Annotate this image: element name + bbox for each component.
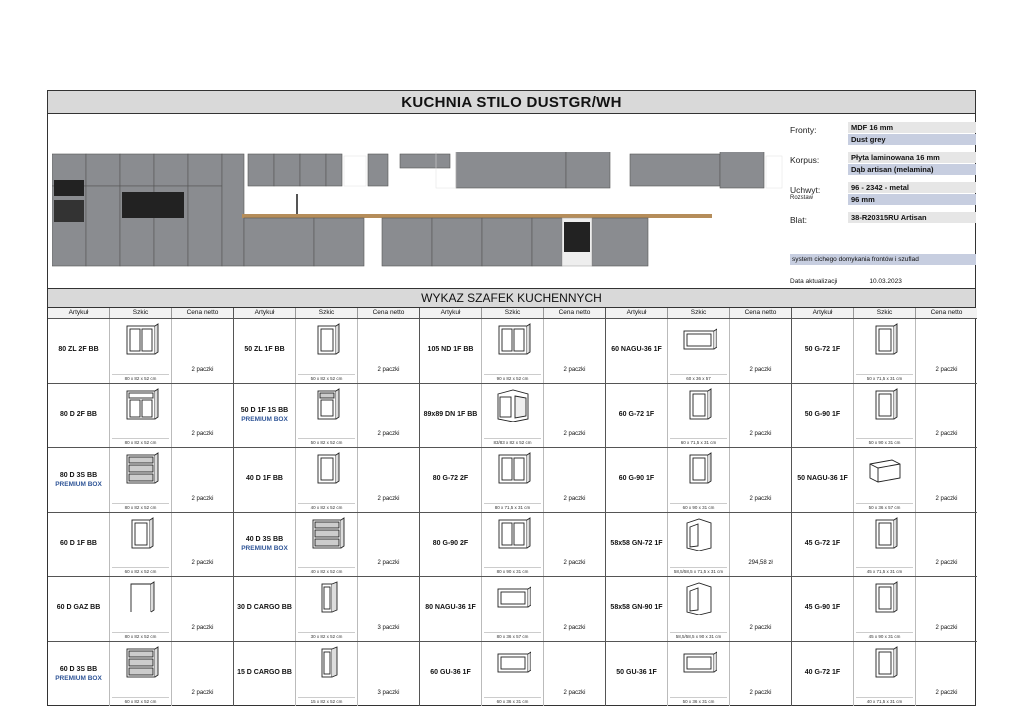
header-artykul: Artykuł bbox=[792, 308, 854, 318]
cabinet-dimensions: 80 x 71,5 x 31 cm bbox=[484, 503, 541, 510]
header-szkic: Szkic bbox=[110, 308, 172, 318]
cabinet-subtitle: PREMIUM BOX bbox=[241, 545, 288, 553]
uchwyt-label: Uchwyt: bbox=[790, 185, 821, 195]
cabinet-dimensions: 60 x 90 x 31 cm bbox=[670, 503, 727, 510]
cabinet-dimensions: 60 x 71,5 x 31 cm bbox=[670, 438, 727, 445]
cabinet-price: 2 paczki bbox=[377, 495, 400, 502]
cabinet-dimensions: 50 x 82 x 52 cm bbox=[298, 374, 355, 381]
cabinet-dimensions: 60 x 82 x 52 cm bbox=[112, 697, 169, 704]
cabinet-name: 60 NAGU-36 1F bbox=[611, 346, 662, 354]
cabinet-dimensions: 40 x 82 x 52 cm bbox=[298, 567, 355, 574]
column-header bbox=[420, 308, 605, 319]
blat-label: Blat: bbox=[790, 215, 808, 225]
cabinet-price: 2 paczki bbox=[563, 624, 586, 631]
cabinet-dimensions: 90 x 82 x 52 cm bbox=[484, 374, 541, 381]
fronty-label: Fronty: bbox=[790, 125, 817, 135]
cabinet-name: 80 ZL 2F BB bbox=[58, 346, 99, 354]
cabinet-row bbox=[606, 448, 791, 513]
cabinet-dimensions: 60 x 82 x 52 cm bbox=[112, 567, 169, 574]
cabinet-row bbox=[792, 513, 977, 578]
cabinet-name: 30 D CARGO BB bbox=[237, 604, 292, 612]
cabinet-dimensions: 80 x 82 x 52 cm bbox=[112, 438, 169, 445]
header-cena: Cena netto bbox=[744, 309, 777, 316]
cabinet-row bbox=[48, 448, 233, 513]
cabinet-price: 294,58 zł bbox=[748, 560, 773, 566]
cabinet-price: 2 paczki bbox=[749, 366, 772, 373]
header-szkic: Szkic bbox=[854, 308, 916, 318]
cabinet-name: 40 G-72 1F bbox=[804, 669, 841, 677]
rozstaw-value: 96 mm bbox=[848, 194, 976, 205]
cabinet-name: 60 D GAZ BB bbox=[56, 604, 101, 612]
cabinet-price: 2 paczki bbox=[749, 495, 772, 502]
date-value: 10.03.2023 bbox=[869, 278, 902, 285]
cabinet-name: 80 G-90 2F bbox=[432, 539, 469, 547]
fronty-value-2: Dust grey bbox=[848, 134, 976, 145]
cabinet-dimensions: 30 x 82 x 52 cm bbox=[298, 632, 355, 639]
cabinet-dimensions: 45 x 90 x 31 cm bbox=[856, 632, 913, 639]
cabinet-price: 2 paczki bbox=[563, 560, 586, 566]
cabinet-dimensions: 80 x 82 x 52 cm bbox=[112, 374, 169, 381]
cabinet-price: 2 paczki bbox=[935, 495, 958, 502]
cabinet-row bbox=[420, 577, 605, 642]
cabinet-dimensions: 50 x 36 x 31 cm bbox=[670, 697, 727, 704]
cabinet-row bbox=[420, 513, 605, 578]
cabinet-name: 60 G-90 1F bbox=[618, 475, 655, 483]
column-header bbox=[234, 308, 419, 319]
header-artykul: Artykuł bbox=[234, 308, 296, 318]
fronty-value-1: MDF 16 mm bbox=[848, 122, 976, 133]
uchwyt-value: 96 - 2342 - metal bbox=[848, 182, 976, 193]
cabinet-list bbox=[48, 308, 975, 706]
header-szkic: Szkic bbox=[482, 308, 544, 318]
cabinet-dimensions: 80 x 90 x 31 cm bbox=[484, 567, 541, 574]
cabinet-row bbox=[606, 384, 791, 449]
cabinet-name: 50 D 1F 1S BB bbox=[240, 407, 289, 415]
cabinet-dimensions: 45 x 71,5 x 31 cm bbox=[856, 567, 913, 574]
catalog-sheet bbox=[47, 90, 976, 706]
cabinet-row bbox=[792, 642, 977, 707]
cabinet-row bbox=[420, 642, 605, 707]
cabinet-name: 45 G-90 1F bbox=[804, 604, 841, 612]
cabinet-name: 15 D CARGO BB bbox=[237, 669, 292, 677]
header-cena: Cena netto bbox=[930, 309, 963, 316]
blat-value: 38-R20315RU Artisan bbox=[848, 212, 976, 223]
cabinet-price: 2 paczki bbox=[377, 366, 400, 373]
cabinet-name: 50 GU-36 1F bbox=[616, 669, 657, 677]
cabinet-name: 80 NAGU-36 1F bbox=[425, 604, 476, 612]
list-title: WYKAZ SZAFEK KUCHENNYCH bbox=[48, 289, 975, 308]
cabinet-price: 2 paczki bbox=[935, 560, 958, 566]
cabinet-price: 2 paczki bbox=[749, 690, 772, 696]
cabinet-dimensions: 60 x 36 x 57 bbox=[670, 374, 727, 381]
cabinet-subtitle: PREMIUM BOX bbox=[55, 674, 102, 682]
header-szkic: Szkic bbox=[296, 308, 358, 318]
cabinet-dimensions: 50 x 82 x 52 cm bbox=[298, 438, 355, 445]
cabinet-row bbox=[48, 642, 233, 707]
cabinet-dimensions: 50 x 71,5 x 31 cm bbox=[856, 374, 913, 381]
cabinet-price: 2 paczki bbox=[563, 366, 586, 373]
cabinet-row bbox=[48, 513, 233, 578]
cabinet-price: 2 paczki bbox=[191, 624, 214, 631]
cabinet-row bbox=[606, 642, 791, 707]
cabinet-column bbox=[792, 308, 977, 706]
cabinet-row bbox=[48, 577, 233, 642]
update-date bbox=[790, 278, 902, 285]
korpus-value-2: Dąb artisan (melamina) bbox=[848, 164, 976, 175]
cabinet-dimensions: 60 x 36 x 31 cm bbox=[484, 697, 541, 704]
cabinet-row bbox=[420, 448, 605, 513]
cabinet-price: 2 paczki bbox=[749, 624, 772, 631]
cabinet-dimensions: 80 x 82 x 52 cm bbox=[112, 632, 169, 639]
header-cena: Cena netto bbox=[372, 309, 405, 316]
cabinet-price: 2 paczki bbox=[191, 560, 214, 566]
cabinet-dimensions: 58,5/58,5 x 71,5 x 31 cm bbox=[670, 567, 727, 574]
cabinet-row bbox=[420, 384, 605, 449]
specification-panel bbox=[790, 122, 976, 231]
cabinet-row bbox=[792, 577, 977, 642]
cabinet-dimensions: 80 x 36 x 57 cm bbox=[484, 632, 541, 639]
cabinet-name: 40 D 1F BB bbox=[246, 475, 283, 483]
cabinet-price: 2 paczki bbox=[191, 366, 214, 373]
cabinet-name: 60 G-72 1F bbox=[618, 410, 655, 418]
cabinet-row bbox=[606, 513, 791, 578]
cabinet-row bbox=[48, 319, 233, 384]
cabinet-subtitle: PREMIUM BOX bbox=[55, 480, 102, 488]
column-header bbox=[606, 308, 791, 319]
header-cena: Cena netto bbox=[186, 309, 219, 316]
cabinet-price: 2 paczki bbox=[563, 495, 586, 502]
header-artykul: Artykuł bbox=[48, 308, 110, 318]
cabinet-name: 105 ND 1F BB bbox=[427, 346, 474, 354]
cabinet-price: 2 paczki bbox=[935, 366, 958, 373]
cabinet-name: 60 GU-36 1F bbox=[430, 669, 471, 677]
cabinet-row bbox=[420, 319, 605, 384]
system-note: system cichego domykania frontów i szuflad bbox=[790, 254, 976, 265]
cabinet-row bbox=[792, 384, 977, 449]
cabinet-name: 80 D 3S BB bbox=[59, 471, 98, 479]
header-szkic: Szkic bbox=[668, 308, 730, 318]
cabinet-row bbox=[234, 513, 419, 578]
date-label: Data aktualizacji bbox=[790, 278, 838, 285]
cabinet-row bbox=[606, 577, 791, 642]
cabinet-row bbox=[234, 642, 419, 707]
cabinet-price: 2 paczki bbox=[191, 495, 214, 502]
cabinet-price: 2 paczki bbox=[563, 690, 586, 696]
cabinet-row bbox=[792, 448, 977, 513]
cabinet-row bbox=[234, 384, 419, 449]
cabinet-name: 58x58 GN-90 1F bbox=[610, 604, 663, 612]
column-header bbox=[48, 308, 233, 319]
cabinet-column bbox=[420, 308, 606, 706]
cabinet-price: 2 paczki bbox=[935, 690, 958, 696]
cabinet-price: 2 paczki bbox=[563, 431, 586, 437]
cabinet-row bbox=[234, 448, 419, 513]
cabinet-column bbox=[48, 308, 234, 706]
cabinet-price: 2 paczki bbox=[377, 431, 400, 437]
kitchen-render-image bbox=[52, 152, 788, 272]
header-cena: Cena netto bbox=[558, 309, 591, 316]
cabinet-name: 50 ZL 1F BB bbox=[244, 346, 285, 354]
cabinet-name: 89x89 DN 1F BB bbox=[423, 410, 478, 418]
cabinet-price: 2 paczki bbox=[377, 560, 400, 566]
cabinet-price: 2 paczki bbox=[191, 431, 214, 437]
cabinet-row bbox=[792, 319, 977, 384]
header-artykul: Artykuł bbox=[420, 308, 482, 318]
page-title: KUCHNIA STILO DUSTGR/WH bbox=[48, 91, 975, 114]
cabinet-price: 2 paczki bbox=[935, 431, 958, 437]
cabinet-column bbox=[606, 308, 792, 706]
cabinet-row bbox=[234, 319, 419, 384]
cabinet-price: 2 paczki bbox=[191, 690, 214, 696]
cabinet-dimensions: 80 x 82 x 52 cm bbox=[112, 503, 169, 510]
cabinet-name: 45 G-72 1F bbox=[804, 539, 841, 547]
cabinet-name: 50 G-90 1F bbox=[804, 410, 841, 418]
header-artykul: Artykuł bbox=[606, 308, 668, 318]
cabinet-price: 2 paczki bbox=[935, 624, 958, 631]
cabinet-dimensions: 40 x 82 x 52 cm bbox=[298, 503, 355, 510]
cabinet-row bbox=[234, 577, 419, 642]
cabinet-column bbox=[234, 308, 420, 706]
cabinet-name: 60 D 3S BB bbox=[59, 665, 98, 673]
cabinet-dimensions: 58,5/58,5 x 90 x 31 cm bbox=[670, 632, 727, 639]
cabinet-name: 50 NAGU-36 1F bbox=[797, 475, 848, 483]
overview-section bbox=[48, 114, 975, 289]
rozstaw-label: Rozstaw bbox=[790, 195, 814, 201]
cabinet-name: 50 G-72 1F bbox=[804, 346, 841, 354]
column-header bbox=[792, 308, 977, 319]
cabinet-name: 80 D 2F BB bbox=[60, 410, 97, 418]
cabinet-dimensions: 50 x 90 x 31 cm bbox=[856, 438, 913, 445]
cabinet-dimensions: 15 x 82 x 52 cm bbox=[298, 697, 355, 704]
cabinet-subtitle: PREMIUM BOX bbox=[241, 416, 288, 424]
cabinet-price: 3 paczki bbox=[377, 690, 400, 696]
cabinet-dimensions: 50 x 36 x 57 cm bbox=[856, 503, 913, 510]
cabinet-name: 60 D 1F BB bbox=[60, 539, 97, 547]
cabinet-name: 58x58 GN-72 1F bbox=[610, 539, 663, 547]
cabinet-price: 3 paczki bbox=[377, 624, 400, 631]
cabinet-row bbox=[48, 384, 233, 449]
cabinet-row bbox=[606, 319, 791, 384]
cabinet-dimensions: 83/83 x 82 x 52 cm bbox=[484, 438, 541, 445]
korpus-label: Korpus: bbox=[790, 155, 820, 165]
korpus-value-1: Płyta laminowana 16 mm bbox=[848, 152, 976, 163]
cabinet-dimensions: 40 x 71,5 x 31 cm bbox=[856, 697, 913, 704]
cabinet-price: 2 paczki bbox=[749, 431, 772, 437]
cabinet-name: 40 D 3S BB bbox=[245, 536, 284, 544]
cabinet-name: 80 G-72 2F bbox=[432, 475, 469, 483]
